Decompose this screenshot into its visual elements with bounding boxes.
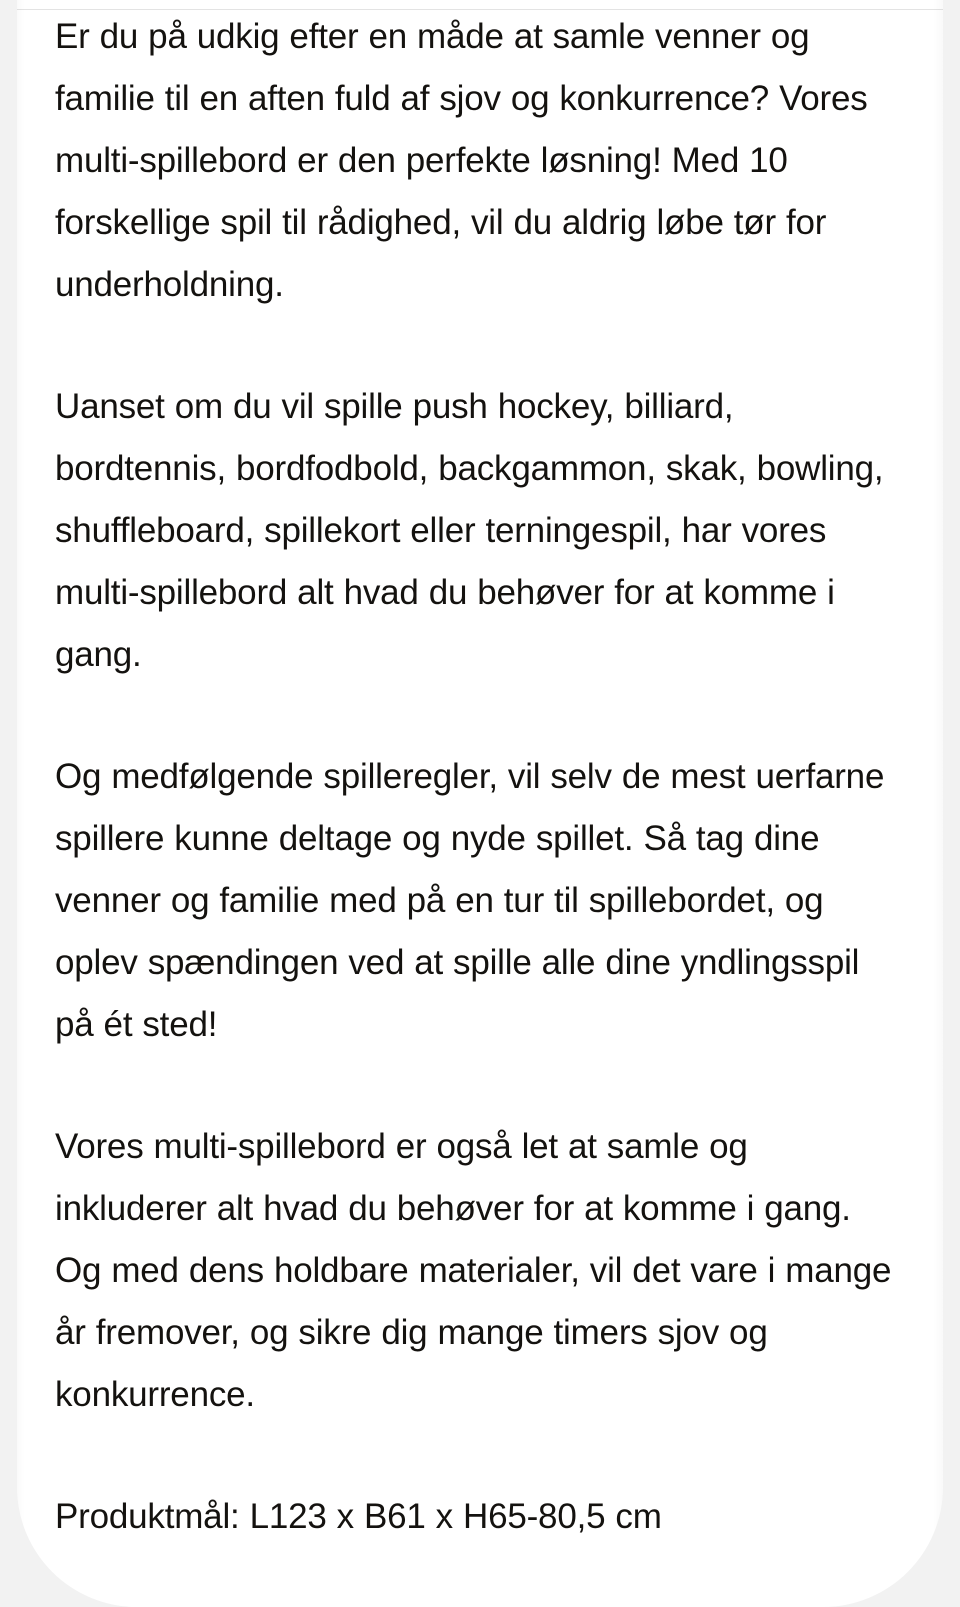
description-paragraph-2: Uanset om du vil spille push hockey, billiard, bordtennis, bordfodbold, backgammon, skak, bowling, shuffleboard, spillekort eller terningespil, har vores multi-spillebord alt hvad du behøver for at komme i gang.	[55, 387, 894, 674]
product-description-card	[17, 0, 943, 1607]
card-left-edge-shadow	[17, 0, 25, 1607]
product-dimensions-text: Produktmål: L123 x B61 x H65-80,5 cm	[55, 1497, 662, 1536]
description-text-block	[55, 0, 902, 1548]
description-paragraph-3: Og medfølgende spilleregler, vil selv de mest uerfarne spillere kunne deltage og nyde spillet. Så tag dine venner og familie med på en tur til spillebordet, og oplev spændingen ved at spille alle dine yndlingsspil på ét sted!	[55, 757, 895, 1044]
description-paragraph-1: Er du på udkig efter en måde at samle venner og familie til en aften fuld af sjov og konkurrence? Vores multi-spillebord er den perfekte løsning! Med 10 forskellige spil til rådighed, vil du aldrig løbe tør for underholdning.	[55, 17, 878, 304]
description-paragraph-4: Vores multi-spillebord er også let at samle og inkluderer alt hvad du behøver for at komme i gang. Og med dens holdbare materialer, vil det vare i mange år fremover, og sikre dig mange timers sjov og konkurrence.	[55, 1127, 902, 1414]
vertical-scrollbar-track[interactable]	[940, 0, 952, 1607]
